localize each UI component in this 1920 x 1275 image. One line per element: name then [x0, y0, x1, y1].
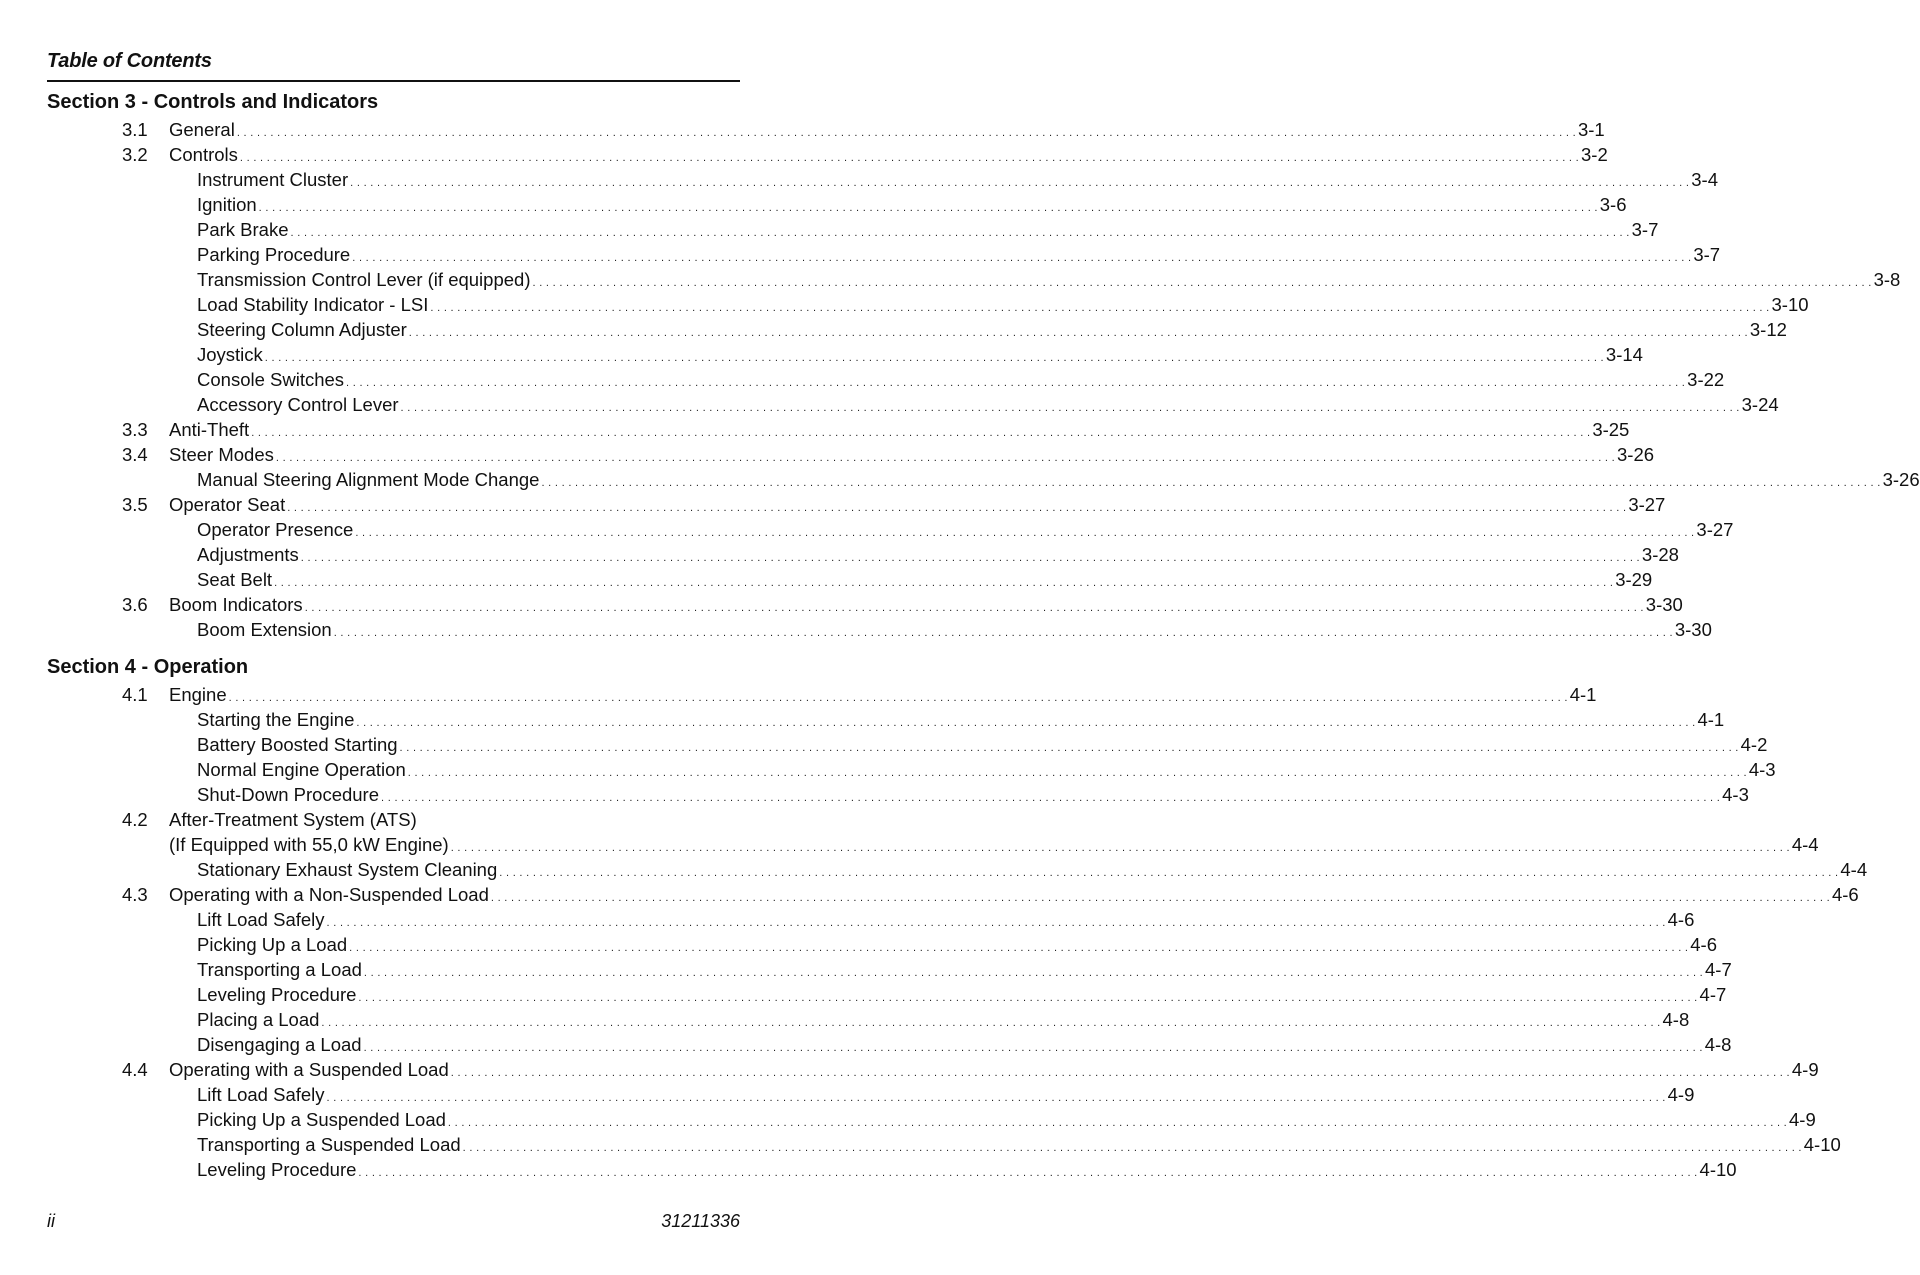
toc-entry-line — [169, 807, 740, 832]
toc-entry-number: 3.5 — [122, 494, 148, 515]
toc-entry-page: 3-28 — [1641, 544, 1679, 565]
dot-leader: . . . . . . . . . . . . . . . . . . . . . . . . . . . . . . . . . . . . . . . . . . . . . . . . . . . . . . . . . . . . . . . . . . . . . . . . . . . . . . . . . . . . . . . . . . . . . . . . . . . . . . . . . . . . . . . . . . . . . . . . . . . . . . . . . . . . . . . . . . . . . . . . . . . . . . . . . . . . . . . . . . . . . . . . . . . . . . . . . . . . . . . . . . . . . . . . . . . . . . . . — [358, 1167, 1698, 1179]
toc-entry[interactable] — [0, 832, 1819, 857]
toc-entry-title: Normal Engine Operation — [197, 759, 406, 780]
toc-entry-title: Operating with a Non-Suspended Load — [169, 884, 489, 905]
dot-leader: . . . . . . . . . . . . . . . . . . . . . . . . . . . . . . . . . . . . . . . . . . . . . . . . . . . . . . . . . . . . . . . . . . . . . . . . . . . . . . . . . . . . . . . . . . . . . . . . . . . . . . . . . . . . . . . . . . . . . . . . . . . . . . . . . . . . . . . . . . . . . . . . . . . . . . . . . . . . . . . . . . . . . . . . . . . . . . . . . . . . . . . . . . . . . . . . . . . . . . . . — [447, 1117, 1788, 1129]
toc-entry[interactable] — [0, 217, 1659, 242]
dot-leader: . . . . . . . . . . . . . . . . . . . . . . . . . . . . . . . . . . . . . . . . . . . . . . . . . . . . . . . . . . . . . . . . . . . . . . . . . . . . . . . . . . . . . . . . . . . . . . . . . . . . . . . . . . . . . . . . . . . . . . . . . . . . . . . . . . . . . . . . . . . . . . . . . . . . . . . . . . . . . . . . . . . . . . . . . . . . . . . . . . . . . . . . . . . . . . . . . . . . . . . . — [352, 252, 1692, 264]
toc-entry-title: Shut-Down Procedure — [197, 784, 380, 805]
toc-entry-number: 3.6 — [122, 594, 148, 615]
toc-entry-page: 4-3 — [1722, 784, 1749, 805]
toc-entry-title: Leveling Procedure — [197, 984, 357, 1005]
toc-entry[interactable] — [0, 342, 1643, 367]
document-number: 31211336 — [661, 1211, 740, 1231]
dot-leader: . . . . . . . . . . . . . . . . . . . . . . . . . . . . . . . . . . . . . . . . . . . . . . . . . . . . . . . . . . . . . . . . . . . . . . . . . . . . . . . . . . . . . . . . . . . . . . . . . . . . . . . . . . . . . . . . . . . . . . . . . . . . . . . . . . . . . . . . . . . . . . . . . . . . . . . . . . . . . . . . . . . . . . . . . . . . . . . . . . . . . . . . . . . . . . . . . . . . . . . . — [274, 577, 1614, 589]
toc-entry-page: 4-9 — [1667, 1084, 1695, 1105]
toc-entry[interactable] — [0, 117, 1605, 142]
toc-entry-title: Starting the Engine — [197, 709, 355, 730]
toc-entry-title: Accessory Control Lever — [197, 394, 399, 415]
toc-entry[interactable] — [0, 757, 1776, 782]
toc-entry-page: 3-26 — [1882, 469, 1920, 490]
toc-entry-title: Instrument Cluster — [197, 169, 349, 190]
dot-leader: . . . . . . . . . . . . . . . . . . . . . . . . . . . . . . . . . . . . . . . . . . . . . . . . . . . . . . . . . . . . . . . . . . . . . . . . . . . . . . . . . . . . . . . . . . . . . . . . . . . . . . . . . . . . . . . . . . . . . . . . . . . . . . . . . . . . . . . . . . . . . . . . . . . . . . . . . . . . . . . . . . . . . . . . . . . . . . . . . . . . . . . . . . . . . . . . . . . . . . . . — [258, 202, 1598, 214]
section-heading: Section 3 - Controls and Indicators — [47, 91, 379, 113]
toc-entry[interactable] — [0, 417, 1630, 442]
dot-leader: . . . . . . . . . . . . . . . . . . . . . . . . . . . . . . . . . . . . . . . . . . . . . . . . . . . . . . . . . . . . . . . . . . . . . . . . . . . . . . . . . . . . . . . . . . . . . . . . . . . . . . . . . . . . . . . . . . . . . . . . . . . . . . . . . . . . . . . . . . . . . . . . . . . . . . . . . . . . . . . . . . . . . . . . . . . . . . . . . . . . . . . . . . . . . . . . . . . . . . . . — [326, 917, 1666, 929]
toc-entry-page: 3-27 — [1628, 494, 1666, 515]
dot-leader: . . . . . . . . . . . . . . . . . . . . . . . . . . . . . . . . . . . . . . . . . . . . . . . . . . . . . . . . . . . . . . . . . . . . . . . . . . . . . . . . . . . . . . . . . . . . . . . . . . . . . . . . . . . . . . . . . . . . . . . . . . . . . . . . . . . . . . . . . . . . . . . . . . . . . . . . . . . . . . . . . . . . . . . . . . . . . . . . . . . . . . . . . . . . . . . . . . . . . . . . — [239, 152, 1579, 164]
toc-entry-title: Battery Boosted Starting — [197, 734, 398, 755]
toc-entry[interactable] — [0, 1032, 1732, 1057]
toc-entry-title: Boom Indicators — [169, 594, 303, 615]
toc-entry-page: 4-8 — [1704, 1034, 1732, 1055]
dot-leader: . . . . . . . . . . . . . . . . . . . . . . . . . . . . . . . . . . . . . . . . . . . . . . . . . . . . . . . . . . . . . . . . . . . . . . . . . . . . . . . . . . . . . . . . . . . . . . . . . . . . . . . . . . . . . . . . . . . . . . . . . . . . . . . . . . . . . . . . . . . . . . . . . . . . . . . . . . . . . . . . . . . . . . . . . . . . . . . . . . . . . . . . . . . . . . . . . . . . . . . . — [408, 327, 1748, 339]
dot-leader: . . . . . . . . . . . . . . . . . . . . . . . . . . . . . . . . . . . . . . . . . . . . . . . . . . . . . . . . . . . . . . . . . . . . . . . . . . . . . . . . . . . . . . . . . . . . . . . . . . . . . . . . . . . . . . . . . . . . . . . . . . . . . . . . . . . . . . . . . . . . . . . . . . . . . . . . . . . . . . . . . . . . . . . . . . . . . . . . . . . . . . . . . . . . . . . . . . . . . . . . — [462, 1142, 1802, 1154]
dot-leader: . . . . . . . . . . . . . . . . . . . . . . . . . . . . . . . . . . . . . . . . . . . . . . . . . . . . . . . . . . . . . . . . . . . . . . . . . . . . . . . . . . . . . . . . . . . . . . . . . . . . . . . . . . . . . . . . . . . . . . . . . . . . . . . . . . . . . . . . . . . . . . . . . . . . . . . . . . . . . . . . . . . . . . . . . . . . . . . . . . . . . . . . . . . . . . . . . . . . . . . . — [275, 452, 1615, 464]
dot-leader: . . . . . . . . . . . . . . . . . . . . . . . . . . . . . . . . . . . . . . . . . . . . . . . . . . . . . . . . . . . . . . . . . . . . . . . . . . . . . . . . . . . . . . . . . . . . . . . . . . . . . . . . . . . . . . . . . . . . . . . . . . . . . . . . . . . . . . . . . . . . . . . . . . . . . . . . . . . . . . . . . . . . . . . . . . . . . . . . . . . . . . . . . . . . . . . . . . . . . . . . — [350, 177, 1690, 189]
toc-entry-title: Operating with a Suspended Load — [169, 1059, 449, 1080]
toc-entry-page: 4-10 — [1699, 1159, 1737, 1180]
toc-entry[interactable] — [0, 592, 1683, 617]
toc-entry-page: 3-7 — [1631, 219, 1659, 240]
toc-entry-title: Steering Column Adjuster — [197, 319, 407, 340]
toc-entry-page: 4-6 — [1667, 909, 1695, 930]
dot-leader: . . . . . . . . . . . . . . . . . . . . . . . . . . . . . . . . . . . . . . . . . . . . . . . . . . . . . . . . . . . . . . . . . . . . . . . . . . . . . . . . . . . . . . . . . . . . . . . . . . . . . . . . . . . . . . . . . . . . . . . . . . . . . . . . . . . . . . . . . . . . . . . . . . . . . . . . . . . . . . . . . . . . . . . . . . . . . . . . . . . . . . . . . . . . . . . . . . . . . . . . — [381, 792, 1721, 804]
toc-entry[interactable] — [0, 242, 1721, 267]
toc-entry-title: Adjustments — [197, 544, 299, 565]
toc-entry-page: 4-1 — [1569, 684, 1597, 705]
dot-leader: . . . . . . . . . . . . . . . . . . . . . . . . . . . . . . . . . . . . . . . . . . . . . . . . . . . . . . . . . . . . . . . . . . . . . . . . . . . . . . . . . . . . . . . . . . . . . . . . . . . . . . . . . . . . . . . . . . . . . . . . . . . . . . . . . . . . . . . . . . . . . . . . . . . . . . . . . . . . . . . . . . . . . . . . . . . . . . . . . . . . . . . . . . . . . . . . . . . . . . . . — [304, 602, 1644, 614]
toc-entry-page: 4-9 — [1789, 1109, 1816, 1130]
toc-entry-line — [197, 617, 1712, 646]
toc-entry-page: 3-14 — [1605, 344, 1643, 365]
toc-entry[interactable] — [0, 367, 1725, 392]
section-heading: Section 4 - Operation — [47, 656, 249, 678]
toc-entry-title: Operator Presence — [197, 519, 354, 540]
toc-entry-title: Lift Load Safely — [197, 909, 325, 930]
dot-leader: . . . . . . . . . . . . . . . . . . . . . . . . . . . . . . . . . . . . . . . . . . . . . . . . . . . . . . . . . . . . . . . . . . . . . . . . . . . . . . . . . . . . . . . . . . . . . . . . . . . . . . . . . . . . . . . . . . . . . . . . . . . . . . . . . . . . . . . . . . . . . . . . . . . . . . . . . . . . . . . . . . . . . . . . . . . . . . . . . . . . . . . . . . . . . . . . . . . . . . . . — [399, 742, 1739, 754]
dot-leader: . . . . . . . . . . . . . . . . . . . . . . . . . . . . . . . . . . . . . . . . . . . . . . . . . . . . . . . . . . . . . . . . . . . . . . . . . . . . . . . . . . . . . . . . . . . . . . . . . . . . . . . . . . . . . . . . . . . . . . . . . . . . . . . . . . . . . . . . . . . . . . . . . . . . . . . . . . . . . . . . . . . . . . . . . . . . . . . . . . . . . . . . . . . . . . . . . . . . . . . . — [228, 692, 1568, 704]
toc-entry-page: 4-9 — [1791, 1059, 1819, 1080]
toc-entry[interactable] — [0, 807, 825, 832]
dot-leader: . . . . . . . . . . . . . . . . . . . . . . . . . . . . . . . . . . . . . . . . . . . . . . . . . . . . . . . . . . . . . . . . . . . . . . . . . . . . . . . . . . . . . . . . . . . . . . . . . . . . . . . . . . . . . . . . . . . . . . . . . . . . . . . . . . . . . . . . . . . . . . . . . . . . . . . . . . . . . . . . . . . . . . . . . . . . . . . . . . . . . . . . . . . . . . . . . . . . . . . . — [541, 477, 1881, 489]
toc-entry-title: Operator Seat — [169, 494, 286, 515]
toc-entry-number: 4.4 — [122, 1059, 148, 1080]
toc-entry[interactable] — [0, 542, 1679, 567]
toc-entry-title: Console Switches — [197, 369, 345, 390]
toc-entry-page: 4-10 — [1803, 1134, 1841, 1155]
toc-entry[interactable] — [0, 517, 1734, 542]
toc-entry[interactable] — [0, 1007, 1690, 1032]
toc-entry[interactable] — [0, 567, 1653, 592]
toc-entry[interactable] — [0, 1107, 1816, 1132]
toc-entry-title: Placing a Load — [197, 1009, 320, 1030]
toc-entry[interactable] — [0, 932, 1718, 957]
toc-entry-number: 4.3 — [122, 884, 148, 905]
header-divider — [47, 80, 740, 82]
toc-entry-title: Disengaging a Load — [197, 1034, 362, 1055]
toc-entry[interactable] — [0, 1132, 1841, 1157]
toc-entry[interactable] — [0, 707, 1725, 732]
toc-entry[interactable] — [0, 192, 1627, 217]
toc-entry-title: Engine — [169, 684, 227, 705]
toc-entry-page: 3-27 — [1696, 519, 1734, 540]
page-header-title: Table of Contents — [47, 50, 212, 72]
toc-entry-page: 4-7 — [1699, 984, 1727, 1005]
toc-entry-page: 4-6 — [1831, 884, 1859, 905]
toc-entry[interactable] — [0, 732, 1768, 757]
toc-entry-page: 3-29 — [1615, 569, 1653, 590]
dot-leader: . . . . . . . . . . . . . . . . . . . . . . . . . . . . . . . . . . . . . . . . . . . . . . . . . . . . . . . . . . . . . . . . . . . . . . . . . . . . . . . . . . . . . . . . . . . . . . . . . . . . . . . . . . . . . . . . . . . . . . . . . . . . . . . . . . . . . . . . . . . . . . . . . . . . . . . . . . . . . . . . . . . . . . . . . . . . . . . . . . . . . . . . . . . . . . . . . . . . . . . . — [358, 992, 1698, 1004]
toc-entry-title: Anti-Theft — [169, 419, 250, 440]
dot-leader: . . . . . . . . . . . . . . . . . . . . . . . . . . . . . . . . . . . . . . . . . . . . . . . . . . . . . . . . . . . . . . . . . . . . . . . . . . . . . . . . . . . . . . . . . . . . . . . . . . . . . . . . . . . . . . . . . . . . . . . . . . . . . . . . . . . . . . . . . . . . . . . . . . . . . . . . . . . . . . . . . . . . . . . . . . . . . . . . . . . . . . . . . . . . . . . . . . . . . . . . — [490, 892, 1830, 904]
toc-entry[interactable] — [0, 167, 1718, 192]
toc-entry-title: Ignition — [197, 194, 257, 215]
dot-leader: . . . . . . . . . . . . . . . . . . . . . . . . . . . . . . . . . . . . . . . . . . . . . . . . . . . . . . . . . . . . . . . . . . . . . . . . . . . . . . . . . . . . . . . . . . . . . . . . . . . . . . . . . . . . . . . . . . . . . . . . . . . . . . . . . . . . . . . . . . . . . . . . . . . . . . . . . . . . . . . . . . . . . . . . . . . . . . . . . . . . . . . . . . . . . . . . . . . . . . . . — [450, 842, 1790, 854]
toc-entry[interactable] — [0, 1082, 1695, 1107]
toc-entry-page: 4-4 — [1791, 834, 1819, 855]
dot-leader: . . . . . . . . . . . . . . . . . . . . . . . . . . . . . . . . . . . . . . . . . . . . . . . . . . . . . . . . . . . . . . . . . . . . . . . . . . . . . . . . . . . . . . . . . . . . . . . . . . . . . . . . . . . . . . . . . . . . . . . . . . . . . . . . . . . . . . . . . . . . . . . . . . . . . . . . . . . . . . . . . . . . . . . . . . . . . . . . . . . . . . . . . . . . . . . . . . . . . . . . — [407, 767, 1747, 779]
toc-entry[interactable] — [0, 442, 1655, 467]
toc-entry-title: Transporting a Suspended Load — [197, 1134, 461, 1155]
toc-entry[interactable] — [0, 957, 1732, 982]
toc-entry[interactable] — [0, 392, 1779, 417]
toc-entry-title: Controls — [169, 144, 238, 165]
toc-entry[interactable] — [0, 142, 1608, 167]
toc-entry-page: 3-2 — [1581, 144, 1608, 165]
toc-entry-number: 4.1 — [122, 684, 148, 705]
toc-entry-title: Picking Up a Suspended Load — [197, 1109, 446, 1130]
toc-entry-page: 3-12 — [1749, 319, 1787, 340]
dot-leader: . . . . . . . . . . . . . . . . . . . . . . . . . . . . . . . . . . . . . . . . . . . . . . . . . . . . . . . . . . . . . . . . . . . . . . . . . . . . . . . . . . . . . . . . . . . . . . . . . . . . . . . . . . . . . . . . . . . . . . . . . . . . . . . . . . . . . . . . . . . . . . . . . . . . . . . . . . . . . . . . . . . . . . . . . . . . . . . . . . . . . . . . . . . . . . . . . . . . . . . . — [346, 377, 1686, 389]
toc-entry-page: 4-2 — [1740, 734, 1768, 755]
dot-leader: . . . . . . . . . . . . . . . . . . . . . . . . . . . . . . . . . . . . . . . . . . . . . . . . . . . . . . . . . . . . . . . . . . . . . . . . . . . . . . . . . . . . . . . . . . . . . . . . . . . . . . . . . . . . . . . . . . . . . . . . . . . . . . . . . . . . . . . . . . . . . . . . . . . . . . . . . . . . . . . . . . . . . . . . . . . . . . . . . . . . . . . . . . . . . . . . . . . . . . . . — [499, 867, 1839, 879]
toc-entry-title: Boom Extension — [197, 619, 332, 640]
toc-entry[interactable] — [0, 492, 1666, 517]
page-number-roman: ii — [47, 1211, 55, 1231]
toc-entry-title: Stationary Exhaust System Cleaning — [197, 859, 498, 880]
toc-entry-number: 3.3 — [122, 419, 148, 440]
toc-entry-title: Joystick — [197, 344, 263, 365]
dot-leader: . . . . . . . . . . . . . . . . . . . . . . . . . . . . . . . . . . . . . . . . . . . . . . . . . . . . . . . . . . . . . . . . . . . . . . . . . . . . . . . . . . . . . . . . . . . . . . . . . . . . . . . . . . . . . . . . . . . . . . . . . . . . . . . . . . . . . . . . . . . . . . . . . . . . . . . . . . . . . . . . . . . . . . . . . . . . . . . . . . . . . . . . . . . . . . . . . . . . . . . . — [236, 127, 1576, 139]
table-of-contents — [0, 88, 1920, 1182]
toc-entry-page: 4-4 — [1840, 859, 1868, 880]
toc-entry-title: Parking Procedure — [197, 244, 351, 265]
toc-entry-page: 3-4 — [1691, 169, 1718, 190]
toc-entry-page: 3-24 — [1741, 394, 1779, 415]
toc-entry-page: 4-3 — [1748, 759, 1776, 780]
toc-entry-title: Steer Modes — [169, 444, 274, 465]
toc-entry-line — [197, 1157, 1737, 1186]
toc-entry-title: After-Treatment System (ATS) — [169, 809, 417, 830]
toc-entry-title: Manual Steering Alignment Mode Change — [197, 469, 540, 490]
toc-entry-page: 4-6 — [1690, 934, 1718, 955]
toc-entry-title: Park Brake — [197, 219, 289, 240]
toc-entry-title: (If Equipped with 55,0 kW Engine) — [169, 834, 449, 855]
toc-entry-title: Leveling Procedure — [197, 1159, 357, 1180]
dot-leader: . . . . . . . . . . . . . . . . . . . . . . . . . . . . . . . . . . . . . . . . . . . . . . . . . . . . . . . . . . . . . . . . . . . . . . . . . . . . . . . . . . . . . . . . . . . . . . . . . . . . . . . . . . . . . . . . . . . . . . . . . . . . . . . . . . . . . . . . . . . . . . . . . . . . . . . . . . . . . . . . . . . . . . . . . . . . . . . . . . . . . . . . . . . . . . . . . . . . . . . . — [326, 1092, 1666, 1104]
toc-entry[interactable] — [0, 1057, 1819, 1082]
dot-leader: . . . . . . . . . . . . . . . . . . . . . . . . . . . . . . . . . . . . . . . . . . . . . . . . . . . . . . . . . . . . . . . . . . . . . . . . . . . . . . . . . . . . . . . . . . . . . . . . . . . . . . . . . . . . . . . . . . . . . . . . . . . . . . . . . . . . . . . . . . . . . . . . . . . . . . . . . . . . . . . . . . . . . . . . . . . . . . . . . . . . . . . . . . . . . . . . . . . . . . . . — [300, 552, 1640, 564]
toc-entry-page: 3-10 — [1771, 294, 1809, 315]
toc-entry-page: 3-8 — [1873, 269, 1901, 290]
toc-entry[interactable] — [0, 857, 1868, 882]
toc-entry[interactable] — [0, 292, 1809, 317]
dot-leader: . . . . . . . . . . . . . . . . . . . . . . . . . . . . . . . . . . . . . . . . . . . . . . . . . . . . . . . . . . . . . . . . . . . . . . . . . . . . . . . . . . . . . . . . . . . . . . . . . . . . . . . . . . . . . . . . . . . . . . . . . . . . . . . . . . . . . . . . . . . . . . . . . . . . . . . . . . . . . . . . . . . . . . . . . . . . . . . . . . . . . . . . . . . . . . . . . . . . . . . . — [290, 227, 1630, 239]
toc-entry-title: Picking Up a Load — [197, 934, 348, 955]
toc-entry-page: 4-7 — [1705, 959, 1732, 980]
toc-entry-title: Load Stability Indicator - LSI — [197, 294, 429, 315]
toc-entry-title: Seat Belt — [197, 569, 273, 590]
dot-leader: . . . . . . . . . . . . . . . . . . . . . . . . . . . . . . . . . . . . . . . . . . . . . . . . . . . . . . . . . . . . . . . . . . . . . . . . . . . . . . . . . . . . . . . . . . . . . . . . . . . . . . . . . . . . . . . . . . . . . . . . . . . . . . . . . . . . . . . . . . . . . . . . . . . . . . . . . . . . . . . . . . . . . . . . . . . . . . . . . . . . . . . . . . . . . . . . . . . . . . . . — [355, 527, 1695, 539]
toc-entry[interactable] — [0, 1157, 1737, 1182]
dot-leader: . . . . . . . . . . . . . . . . . . . . . . . . . . . . . . . . . . . . . . . . . . . . . . . . . . . . . . . . . . . . . . . . . . . . . . . . . . . . . . . . . . . . . . . . . . . . . . . . . . . . . . . . . . . . . . . . . . . . . . . . . . . . . . . . . . . . . . . . . . . . . . . . . . . . . . . . . . . . . . . . . . . . . . . . . . . . . . . . . . . . . . . . . . . . . . . . . . . . . . . . — [450, 1067, 1790, 1079]
toc-entry[interactable] — [0, 617, 1712, 642]
toc-entry-number: 4.2 — [122, 809, 148, 830]
toc-entry[interactable] — [0, 267, 1901, 292]
toc-entry-number: 3.4 — [122, 444, 148, 465]
dot-leader: . . . . . . . . . . . . . . . . . . . . . . . . . . . . . . . . . . . . . . . . . . . . . . . . . . . . . . . . . . . . . . . . . . . . . . . . . . . . . . . . . . . . . . . . . . . . . . . . . . . . . . . . . . . . . . . . . . . . . . . . . . . . . . . . . . . . . . . . . . . . . . . . . . . . . . . . . . . . . . . . . . . . . . . . . . . . . . . . . . . . . . . . . . . . . . . . . . . . . . . . — [321, 1017, 1661, 1029]
dot-leader: . . . . . . . . . . . . . . . . . . . . . . . . . . . . . . . . . . . . . . . . . . . . . . . . . . . . . . . . . . . . . . . . . . . . . . . . . . . . . . . . . . . . . . . . . . . . . . . . . . . . . . . . . . . . . . . . . . . . . . . . . . . . . . . . . . . . . . . . . . . . . . . . . . . . . . . . . . . . . . . . . . . . . . . . . . . . . . . . . . . . . . . . . . . . . . . . . . . . . . . . — [532, 277, 1872, 289]
toc-entry-title: Lift Load Safely — [197, 1084, 325, 1105]
dot-leader: . . . . . . . . . . . . . . . . . . . . . . . . . . . . . . . . . . . . . . . . . . . . . . . . . . . . . . . . . . . . . . . . . . . . . . . . . . . . . . . . . . . . . . . . . . . . . . . . . . . . . . . . . . . . . . . . . . . . . . . . . . . . . . . . . . . . . . . . . . . . . . . . . . . . . . . . . . . . . . . . . . . . . . . . . . . . . . . . . . . . . . . . . . . . . . . . . . . . . . . . — [430, 302, 1770, 314]
toc-entry[interactable] — [0, 782, 1749, 807]
toc-entry[interactable] — [0, 467, 1920, 492]
toc-entry-number: 3.1 — [122, 119, 148, 140]
dot-leader: . . . . . . . . . . . . . . . . . . . . . . . . . . . . . . . . . . . . . . . . . . . . . . . . . . . . . . . . . . . . . . . . . . . . . . . . . . . . . . . . . . . . . . . . . . . . . . . . . . . . . . . . . . . . . . . . . . . . . . . . . . . . . . . . . . . . . . . . . . . . . . . . . . . . . . . . . . . . . . . . . . . . . . . . . . . . . . . . . . . . . . . . . . . . . . . . . . . . . . . . — [287, 502, 1627, 514]
dot-leader: . . . . . . . . . . . . . . . . . . . . . . . . . . . . . . . . . . . . . . . . . . . . . . . . . . . . . . . . . . . . . . . . . . . . . . . . . . . . . . . . . . . . . . . . . . . . . . . . . . . . . . . . . . . . . . . . . . . . . . . . . . . . . . . . . . . . . . . . . . . . . . . . . . . . . . . . . . . . . . . . . . . . . . . . . . . . . . . . . . . . . . . . . . . . . . . . . . . . . . . . — [333, 627, 1673, 639]
dot-leader: . . . . . . . . . . . . . . . . . . . . . . . . . . . . . . . . . . . . . . . . . . . . . . . . . . . . . . . . . . . . . . . . . . . . . . . . . . . . . . . . . . . . . . . . . . . . . . . . . . . . . . . . . . . . . . . . . . . . . . . . . . . . . . . . . . . . . . . . . . . . . . . . . . . . . . . . . . . . . . . . . . . . . . . . . . . . . . . . . . . . . . . . . . . . . . . . . . . . . . . . — [400, 402, 1740, 414]
toc-entry[interactable] — [0, 907, 1695, 932]
toc-entry-title: General — [169, 119, 235, 140]
toc-entry-page: 3-26 — [1617, 444, 1655, 465]
toc-entry-page: 3-30 — [1645, 594, 1683, 615]
toc-entry[interactable] — [0, 982, 1727, 1007]
toc-entry-page: 3-7 — [1693, 244, 1721, 265]
toc-entry-page: 4-8 — [1662, 1009, 1690, 1030]
dot-leader: . . . . . . . . . . . . . . . . . . . . . . . . . . . . . . . . . . . . . . . . . . . . . . . . . . . . . . . . . . . . . . . . . . . . . . . . . . . . . . . . . . . . . . . . . . . . . . . . . . . . . . . . . . . . . . . . . . . . . . . . . . . . . . . . . . . . . . . . . . . . . . . . . . . . . . . . . . . . . . . . . . . . . . . . . . . . . . . . . . . . . . . . . . . . . . . . . . . . . . . . — [264, 352, 1604, 364]
toc-entry[interactable] — [0, 882, 1859, 907]
dot-leader: . . . . . . . . . . . . . . . . . . . . . . . . . . . . . . . . . . . . . . . . . . . . . . . . . . . . . . . . . . . . . . . . . . . . . . . . . . . . . . . . . . . . . . . . . . . . . . . . . . . . . . . . . . . . . . . . . . . . . . . . . . . . . . . . . . . . . . . . . . . . . . . . . . . . . . . . . . . . . . . . . . . . . . . . . . . . . . . . . . . . . . . . . . . . . . . . . . . . . . . . — [356, 717, 1696, 729]
toc-entry-title: Transporting a Load — [197, 959, 362, 980]
toc-entry-page: 3-25 — [1592, 419, 1630, 440]
dot-leader: . . . . . . . . . . . . . . . . . . . . . . . . . . . . . . . . . . . . . . . . . . . . . . . . . . . . . . . . . . . . . . . . . . . . . . . . . . . . . . . . . . . . . . . . . . . . . . . . . . . . . . . . . . . . . . . . . . . . . . . . . . . . . . . . . . . . . . . . . . . . . . . . . . . . . . . . . . . . . . . . . . . . . . . . . . . . . . . . . . . . . . . . . . . . . . . . . . . . . . . . — [251, 427, 1591, 439]
toc-entry-title: Transmission Control Lever (if equipped) — [197, 269, 531, 290]
toc-entry[interactable] — [0, 317, 1787, 342]
dot-leader: . . . . . . . . . . . . . . . . . . . . . . . . . . . . . . . . . . . . . . . . . . . . . . . . . . . . . . . . . . . . . . . . . . . . . . . . . . . . . . . . . . . . . . . . . . . . . . . . . . . . . . . . . . . . . . . . . . . . . . . . . . . . . . . . . . . . . . . . . . . . . . . . . . . . . . . . . . . . . . . . . . . . . . . . . . . . . . . . . . . . . . . . . . . . . . . . . . . . . . . . — [363, 967, 1704, 979]
toc-entry-page: 3-1 — [1577, 119, 1605, 140]
toc-entry-page: 3-22 — [1687, 369, 1725, 390]
toc-entry-page: 3-6 — [1599, 194, 1627, 215]
toc-entry-page: 3-30 — [1674, 619, 1712, 640]
toc-entry[interactable] — [0, 682, 1597, 707]
toc-entry-number: 3.2 — [122, 144, 148, 165]
dot-leader: . . . . . . . . . . . . . . . . . . . . . . . . . . . . . . . . . . . . . . . . . . . . . . . . . . . . . . . . . . . . . . . . . . . . . . . . . . . . . . . . . . . . . . . . . . . . . . . . . . . . . . . . . . . . . . . . . . . . . . . . . . . . . . . . . . . . . . . . . . . . . . . . . . . . . . . . . . . . . . . . . . . . . . . . . . . . . . . . . . . . . . . . . . . . . . . . . . . . . . . . — [349, 942, 1689, 954]
dot-leader: . . . . . . . . . . . . . . . . . . . . . . . . . . . . . . . . . . . . . . . . . . . . . . . . . . . . . . . . . . . . . . . . . . . . . . . . . . . . . . . . . . . . . . . . . . . . . . . . . . . . . . . . . . . . . . . . . . . . . . . . . . . . . . . . . . . . . . . . . . . . . . . . . . . . . . . . . . . . . . . . . . . . . . . . . . . . . . . . . . . . . . . . . . . . . . . . . . . . . . . . — [363, 1042, 1703, 1054]
toc-entry-page: 4-1 — [1697, 709, 1725, 730]
